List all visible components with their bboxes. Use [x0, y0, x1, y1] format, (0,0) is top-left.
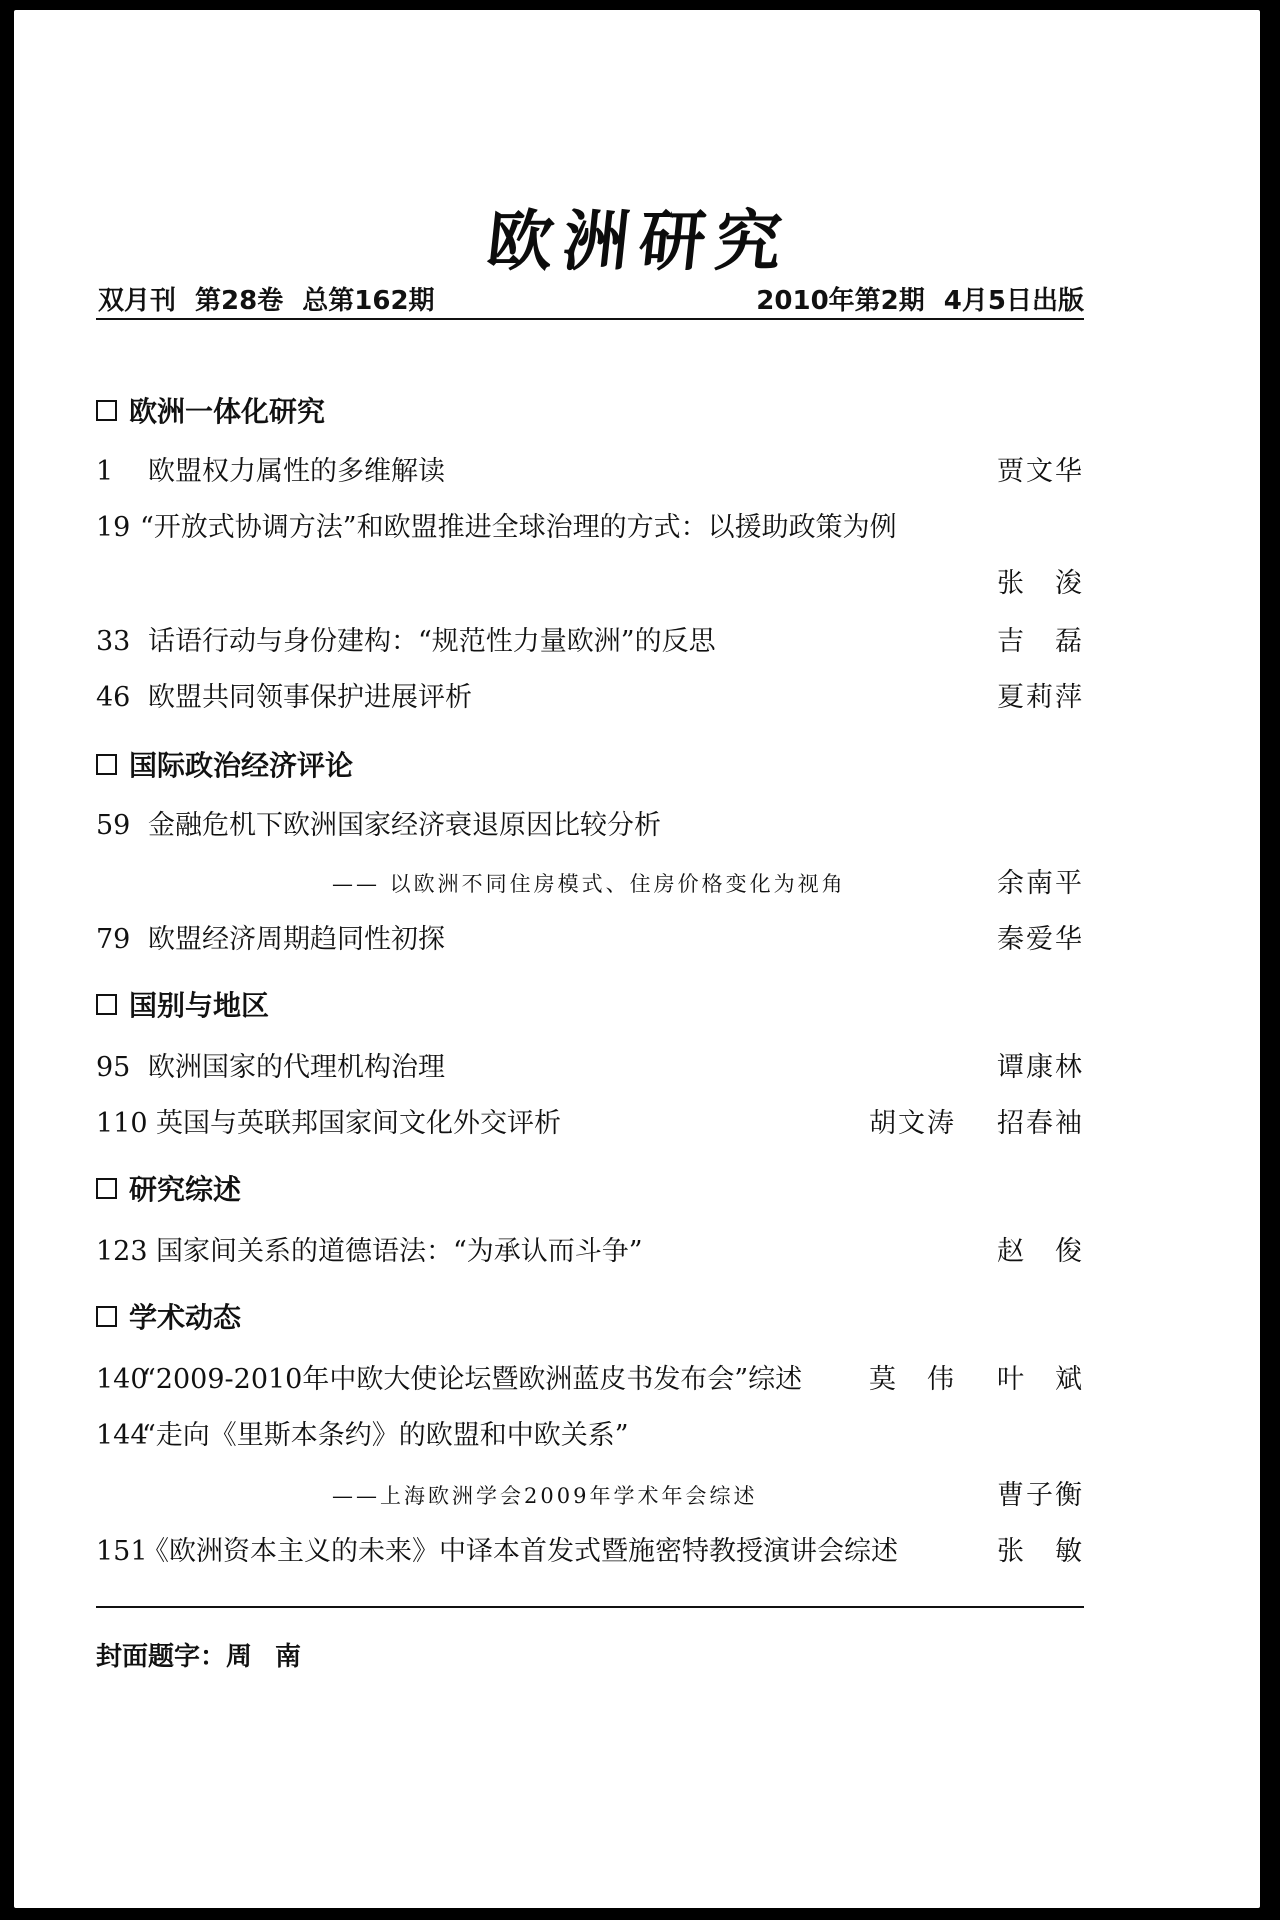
- article-subtitle: —— 以欧洲不同住房模式、住房价格变化为视角: [332, 872, 846, 896]
- article-title: 英国与英联邦国家间文化外交评析: [156, 1108, 561, 1139]
- article-title: 欧盟经济周期趋同性初探: [148, 924, 445, 955]
- toc-entry[interactable]: [96, 1048, 1084, 1088]
- article-title: “2009-2010年中欧大使论坛暨欧洲蓝皮书发布会”综述: [142, 1364, 803, 1395]
- article-author: 秦爱华: [997, 924, 1084, 955]
- checkbox-square-icon: [96, 1306, 117, 1327]
- toc-entry[interactable]: [96, 678, 1084, 718]
- toc-entry[interactable]: [96, 1532, 1084, 1572]
- article-author: 吉 磊: [997, 626, 1084, 657]
- article-title: 欧洲国家的代理机构治理: [148, 1052, 445, 1083]
- article-coauthor: 莫 伟: [869, 1364, 956, 1395]
- section-title: 研究综述: [129, 1173, 242, 1206]
- toc-entry[interactable]: [96, 1232, 1084, 1272]
- toc-entry-continuation: [96, 864, 1084, 904]
- section-heading-academic-news: [96, 1296, 241, 1336]
- section-heading-integration: [96, 390, 325, 430]
- article-title: 欧盟权力属性的多维解读: [148, 456, 445, 487]
- toc-entry[interactable]: [96, 508, 1084, 548]
- toc-entry[interactable]: [96, 1360, 1084, 1400]
- toc-entry[interactable]: [96, 622, 1084, 662]
- article-author: 贾文华: [997, 456, 1084, 487]
- page-number: 144: [96, 1420, 148, 1451]
- section-title: 国别与地区: [129, 989, 270, 1022]
- article-author: 叶 斌: [997, 1364, 1084, 1395]
- article-title: 金融危机下欧洲国家经济衰退原因比较分析: [148, 810, 661, 841]
- page-number: 95: [96, 1052, 131, 1083]
- page-number: 151: [96, 1536, 148, 1567]
- issue-volume-info: 双月刊 第28卷 总第162期: [98, 286, 435, 316]
- checkbox-square-icon: [96, 754, 117, 775]
- toc-entry[interactable]: [96, 1416, 1084, 1456]
- page-number: 79: [96, 924, 131, 955]
- section-title: 国际政治经济评论: [129, 749, 354, 782]
- checkbox-square-icon: [96, 994, 117, 1015]
- article-title: 《欧洲资本主义的未来》中译本首发式暨施密特教授演讲会综述: [142, 1536, 898, 1567]
- article-title: “走向《里斯本条约》的欧盟和中欧关系”: [142, 1420, 629, 1451]
- toc-entry-continuation: [96, 564, 1084, 604]
- checkbox-square-icon: [96, 400, 117, 421]
- page-number: 110: [96, 1108, 148, 1139]
- article-author: 曹子衡: [997, 1480, 1084, 1511]
- article-subtitle: ——上海欧洲学会2009年学术年会综述: [332, 1484, 758, 1508]
- article-author: 张 敏: [997, 1536, 1084, 1567]
- article-coauthor: 胡文涛: [869, 1108, 956, 1139]
- article-author: 招春袖: [997, 1108, 1084, 1139]
- section-heading-review: [96, 1168, 241, 1208]
- article-title: “开放式协调方法”和欧盟推进全球治理的方式：以援助政策为例: [140, 512, 897, 543]
- footer-divider: [96, 1606, 1084, 1608]
- article-author: 赵 俊: [997, 1236, 1084, 1267]
- section-title: 欧洲一体化研究: [129, 395, 326, 428]
- article-author: 张 浚: [997, 568, 1084, 599]
- page-number: 33: [96, 626, 131, 657]
- article-title: 话语行动与身份建构：“规范性力量欧洲”的反思: [148, 626, 716, 657]
- page-number: 46: [96, 682, 131, 713]
- page-number: 140: [96, 1364, 148, 1395]
- article-author: 余南平: [997, 868, 1084, 899]
- article-author: 谭康林: [997, 1052, 1084, 1083]
- article-title: 欧盟共同领事保护进展评析: [148, 682, 472, 713]
- toc-entry[interactable]: [96, 920, 1084, 960]
- toc-entry[interactable]: [96, 1104, 1084, 1144]
- section-heading-country-region: [96, 984, 269, 1024]
- page-number: 123: [96, 1236, 148, 1267]
- cover-calligraphy-credit: 封面题字：周 南: [96, 1642, 302, 1672]
- section-heading-political-economy: [96, 744, 353, 784]
- page-number: 59: [96, 810, 131, 841]
- toc-entry[interactable]: [96, 452, 1084, 492]
- section-title: 学术动态: [129, 1301, 242, 1334]
- toc-entry[interactable]: [96, 806, 1084, 846]
- page-number: 19: [96, 512, 131, 543]
- checkbox-square-icon: [96, 1178, 117, 1199]
- journal-masthead: 欧洲研究: [483, 202, 796, 280]
- toc-entry-continuation: [96, 1476, 1084, 1516]
- issue-info-bar: [96, 280, 1084, 320]
- issue-date-info: 2010年第2期 4月5日出版: [756, 286, 1084, 316]
- article-author: 夏莉萍: [997, 682, 1084, 713]
- page-number: 1: [96, 456, 114, 487]
- article-title: 国家间关系的道德语法：“为承认而斗争”: [156, 1236, 643, 1267]
